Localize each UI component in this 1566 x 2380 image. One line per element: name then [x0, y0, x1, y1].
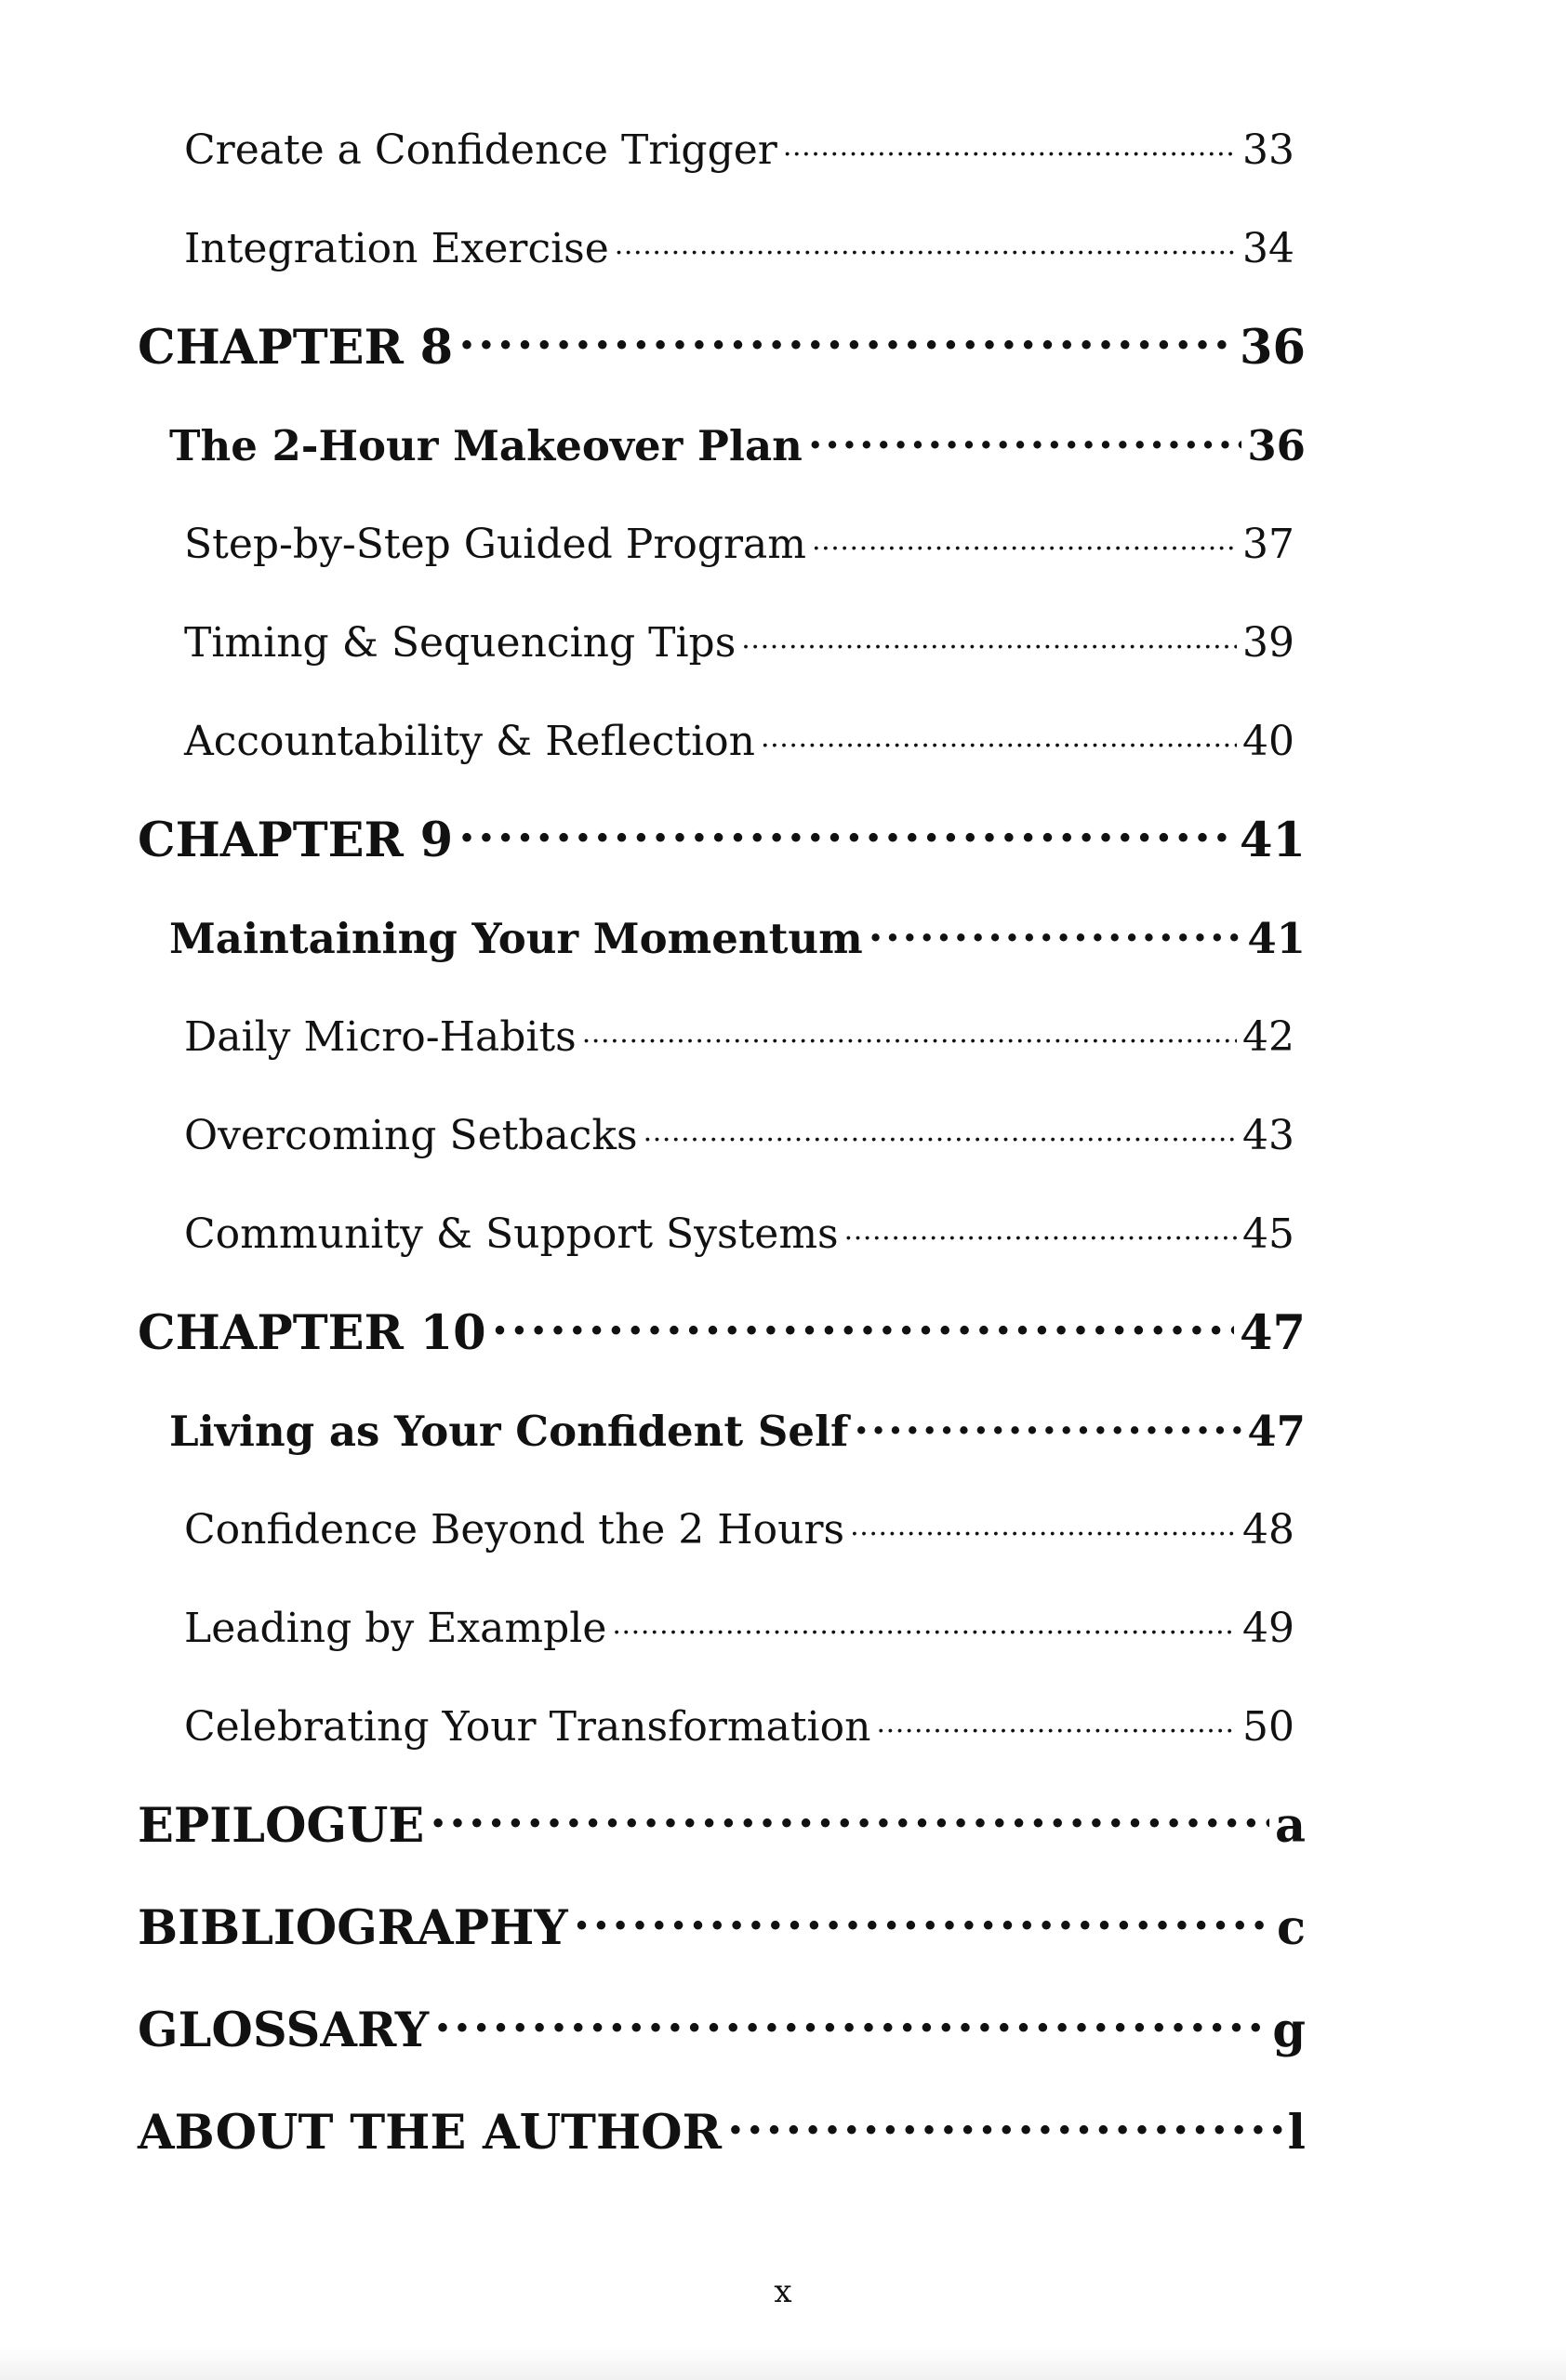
dot-leader [727, 2101, 1282, 2149]
toc-entry-page: 36 [1247, 421, 1306, 470]
toc-entry-chapter-10[interactable] [138, 1302, 1306, 1361]
toc-entry-page: 34 [1242, 225, 1294, 272]
toc-entry-title: Leading by Example [184, 1605, 607, 1652]
toc-entry-chapter-9[interactable] [138, 809, 1306, 868]
dot-leader [644, 1108, 1237, 1149]
toc-entry-community-support-systems[interactable] [184, 1207, 1294, 1258]
dot-leader [741, 615, 1237, 656]
toc-entry-page: l [1287, 2105, 1306, 2161]
toc-entry-page: 48 [1242, 1506, 1294, 1554]
toc-entry-title: Living as Your Confident Self [169, 1407, 849, 1456]
toc-entry-title: Step-by-Step Guided Program [184, 521, 807, 568]
toc-entry-page: 39 [1242, 619, 1294, 667]
toc-entry-page: 50 [1242, 1703, 1294, 1751]
toc-entry-title: Overcoming Setbacks [184, 1112, 638, 1159]
toc-entry-integration-exercise[interactable] [184, 221, 1294, 272]
toc-entry-page: 43 [1242, 1112, 1294, 1159]
toc-entry-maintaining-your-momentum[interactable] [169, 911, 1306, 963]
toc-entry-daily-micro-habits[interactable] [184, 1010, 1294, 1061]
toc-entry-epilogue[interactable] [138, 1794, 1306, 1854]
toc-entry-page: 47 [1247, 1407, 1306, 1456]
toc-entry-living-as-your-confident-self[interactable] [169, 1404, 1306, 1456]
toc-entry-title: Maintaining Your Momentum [169, 914, 863, 963]
toc-entry-celebrating-your-transformation[interactable] [184, 1699, 1294, 1751]
toc-entry-title: Community & Support Systems [184, 1210, 839, 1258]
dot-leader [458, 809, 1234, 856]
toc-entry-title: Accountability & Reflection [184, 718, 755, 765]
toc-entry-page: 40 [1242, 718, 1294, 765]
toc-entry-title: The 2-Hour Makeover Plan [169, 421, 803, 470]
page-number: x [774, 2273, 792, 2310]
toc-entry-leading-by-example[interactable] [184, 1601, 1294, 1652]
dot-leader [458, 316, 1234, 364]
toc-entry-the-2-hour-makeover-plan[interactable] [169, 418, 1306, 470]
toc-entry-bibliography[interactable] [138, 1897, 1306, 1956]
toc-entry-step-by-step-guided-program[interactable] [184, 517, 1294, 568]
dot-leader [574, 1897, 1271, 1944]
toc-entry-title: GLOSSARY [138, 2003, 430, 2058]
dot-leader [876, 1699, 1237, 1740]
toc-entry-page: 37 [1242, 521, 1294, 568]
dot-leader [434, 1999, 1267, 2046]
toc-entry-title: EPILOGUE [138, 1798, 425, 1854]
toc-entry-page: 41 [1247, 914, 1306, 963]
dot-leader [808, 418, 1242, 460]
dot-leader [783, 123, 1237, 164]
dot-leader [844, 1207, 1237, 1248]
toc-entry-accountability-reflection[interactable] [184, 714, 1294, 765]
page-edge-shadow [0, 2347, 1566, 2380]
toc-entry-page: 42 [1242, 1013, 1294, 1061]
toc-entry-title: Confidence Beyond the 2 Hours [184, 1506, 845, 1554]
toc-entry-title: BIBLIOGRAPHY [138, 1900, 568, 1956]
dot-leader [812, 517, 1237, 558]
toc-entry-about-the-author[interactable] [138, 2101, 1306, 2161]
toc-entry-title: Celebrating Your Transformation [184, 1703, 871, 1751]
toc-entry-title: Timing & Sequencing Tips [184, 619, 737, 667]
dot-leader [430, 1794, 1269, 1842]
toc-entry-title: Create a Confidence Trigger [184, 126, 777, 174]
dot-leader [850, 1502, 1237, 1543]
dot-leader [615, 221, 1237, 262]
toc-entry-timing-sequencing-tips[interactable] [184, 615, 1294, 667]
toc-entry-title: Integration Exercise [184, 225, 609, 272]
toc-entry-page: 33 [1242, 126, 1294, 174]
dot-leader [492, 1302, 1234, 1349]
toc-entry-page: a [1274, 1798, 1306, 1854]
dot-leader [761, 714, 1237, 755]
toc-entry-create-a-confidence-trigger[interactable] [184, 123, 1294, 174]
toc-entry-page: 45 [1242, 1210, 1294, 1258]
toc-entry-title: CHAPTER 8 [138, 320, 454, 376]
toc-entry-title: Daily Micro-Habits [184, 1013, 577, 1061]
toc-entry-page: 36 [1240, 320, 1306, 376]
toc-entry-overcoming-setbacks[interactable] [184, 1108, 1294, 1159]
dot-leader [854, 1404, 1241, 1446]
toc-entry-page: 41 [1240, 813, 1306, 868]
dot-leader [582, 1010, 1237, 1051]
toc-entry-title: CHAPTER 10 [138, 1305, 486, 1361]
toc-entry-page: 47 [1240, 1305, 1306, 1361]
toc-entry-glossary[interactable] [138, 1999, 1306, 2058]
toc-entry-page: g [1272, 2003, 1306, 2058]
dot-leader [869, 911, 1242, 953]
dot-leader [612, 1601, 1237, 1642]
toc-entry-title: ABOUT THE AUTHOR [138, 2105, 722, 2161]
toc-entry-title: CHAPTER 9 [138, 813, 454, 868]
toc-entry-confidence-beyond-the-2-hours[interactable] [184, 1502, 1294, 1554]
toc-entry-page: c [1276, 1900, 1306, 1956]
toc-entry-page: 49 [1242, 1605, 1294, 1652]
toc-entry-chapter-8[interactable] [138, 316, 1306, 376]
